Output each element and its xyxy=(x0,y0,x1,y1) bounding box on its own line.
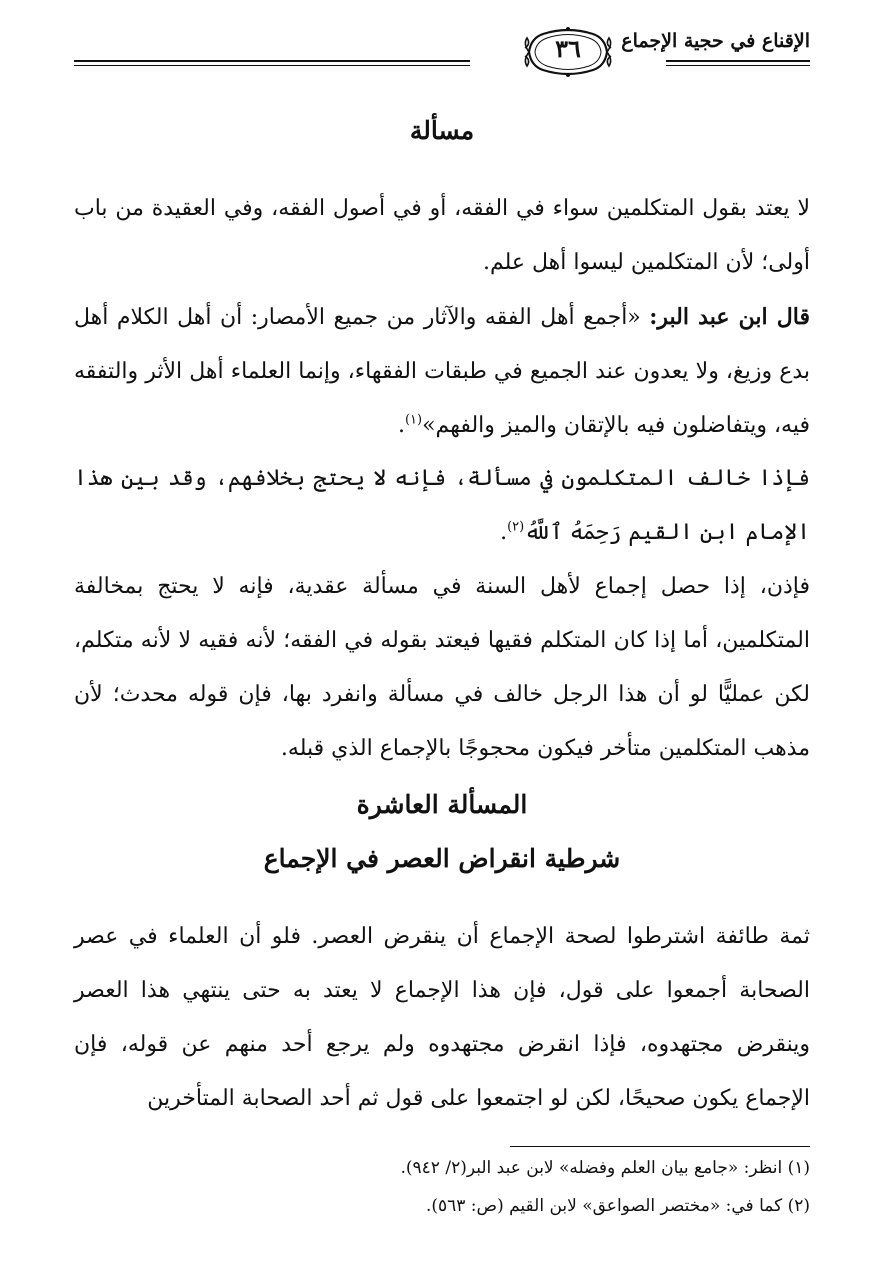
page-number: ٣٦ xyxy=(555,34,581,63)
paragraph-4 xyxy=(74,560,810,776)
footnote-ref-2[interactable]: (٢) xyxy=(507,519,525,535)
paragraph-3-tail: . xyxy=(500,520,508,545)
quote-text: «أجمع أهل الفقه والآثار من جميع الأمصار: أن أهل الكلام أهل بدع وزيغ، ولا يعدون عند الجميع في طبقات الفقهاء، وإنما العلماء أهل الأثر والتفقه فيه، ويتفاضلون فيه بالإتقان والميز والفهم» xyxy=(74,305,810,438)
paragraph-5-text: ثمة طائفة اشترطوا لصحة الإجماع أن ينقرض العصر. فلو أن العلماء في عصر الصحابة أجمعوا على قول، فإن هذا الإجماع لا يعتد به حتى ينتهي هذا العصر وينقرض مجتهدوه، فإذا انقرض مجتهدوه ولم يرجع أحد منهم عن قوله، فإن الإجماع يكون صحيحًا، لكن لو اجتمعوا على قول ثم أحد الصحابة المتأخرين xyxy=(74,924,810,1111)
running-title: الإقناع في حجية الإجماع xyxy=(621,30,810,52)
paragraph-5 xyxy=(74,910,810,1126)
paragraph-1-text: لا يعتد بقول المتكلمين سواء في الفقه، أو في أصول الفقه، وفي العقيدة من باب أولى؛ لأن المتكلمين ليسوا أهل علم. xyxy=(74,196,810,275)
paragraph-2 xyxy=(74,290,810,453)
footnote-2: (٢) كما في: «مختصر الصواعق» لابن القيم (ص: ٥٦٣). xyxy=(425,1196,810,1216)
footnote-separator xyxy=(510,1146,810,1147)
page-header xyxy=(74,22,810,82)
paragraph-3 xyxy=(74,452,810,560)
page-number-ornament xyxy=(473,24,663,80)
footnote-1: (١) انظر: «جامع بيان العلم وفضله» لابن عبد البر(٢/ ٩٤٢). xyxy=(400,1158,810,1178)
header-rule-left xyxy=(74,60,470,66)
footnote-ref-1[interactable]: (١) xyxy=(404,412,423,428)
paragraph-1 xyxy=(74,182,810,290)
paragraph-3-text: فإذا خالف المتكلمون في مسألة، فإنه لا يحتج بخلافهم، وقد بين هذا الإمام ابن القيم رَحِمَهُ ٱللَّهُ xyxy=(74,466,810,545)
quote-attribution: قال ابن عبد البر: xyxy=(649,304,810,330)
section-heading: مسألة xyxy=(409,116,475,145)
header-rule-right xyxy=(666,60,810,66)
paragraph-4-text: فإذن، إذا حصل إجماع لأهل السنة في مسألة عقدية، فإنه لا يحتج بمخالفة المتكلمين، أما إذا كان المتكلم فقيها فيعتد بقوله في الفقه؛ لأنه فقيه لا لأنه متكلم، لكن عمليًّا لو أن هذا الرجل خالف في مسألة وانفرد بها، فإن قوله محدث؛ لأن مذهب المتكلمين متأخر فيكون محجوجًا بالإجماع الذي قبله. xyxy=(74,574,810,761)
chapter-subheading: شرطية انقراض العصر في الإجماع xyxy=(263,844,621,873)
chapter-heading: المسألة العاشرة xyxy=(356,790,528,819)
quote-tail: . xyxy=(397,413,405,438)
